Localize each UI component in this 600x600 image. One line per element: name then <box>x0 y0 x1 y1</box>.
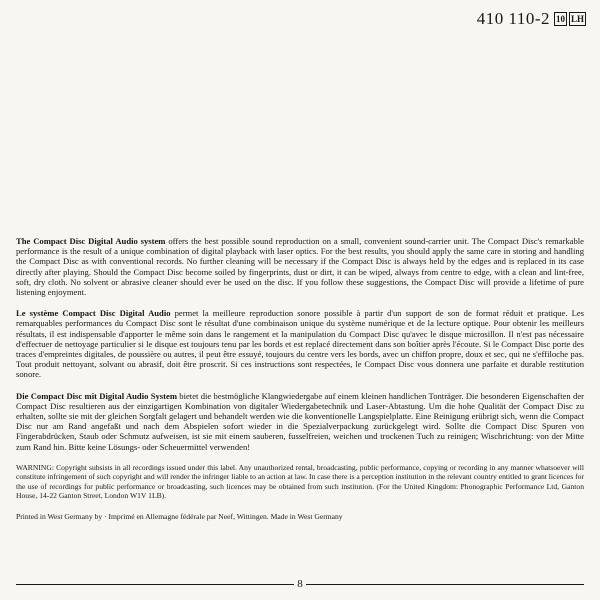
copyright-warning: WARNING: Copyright subsists in all recordings issued under this label. Any unauthorized rental, broadcasting, public performance, copying or recording in any manner whatsoever will constitute infringement of such copyright and will render the infringer liable to an action at law. In case there is a perception institution in the relevant country entitled to grant licences for the use of recordings for public performance or broadcasting, such licences may be obtained from such institution. (For the United Kingdom: Phonographic Performance Ltd, Ganton House, 14-22 Ganton Street, London W1V 1LB). <box>16 462 584 501</box>
catalog-number-header <box>477 9 586 29</box>
printed-in-note: Printed in West Germany by · Imprimé en Allemagne fédérale par Neef, Wittingen. Made in West Germany <box>16 512 343 522</box>
page-footer <box>16 578 584 590</box>
text-content <box>16 236 584 529</box>
paragraph-german-text: bietet die bestmögliche Klangwiedergabe auf einem kleinen handlichen Tonträger. Die besonderen Eigenschaften der Compact Disc resultieren aus der einzigartigen Kombination von digitaler Wiedergabetechnik und Laser-Abtastung. Um die hohe Qualität der Compact Disc zu erhalten, sollte sie mit der gleichen Sorgfalt gelagert und behandelt werden wie die konventionelle Langspielplatte. Eine Reinigung erübrigt sich, wenn die Compact Disc nur am Rand angefaßt und nach dem Abspielen sofort wieder in die Spezialverpackung zurückgelegt wird. Sollte die Compact Disc Spuren von Fingerabdrücken, Staub oder Schmutz aufweisen, ist sie mit einem sauberen, fusselfreien, weichen und trockenen Tuch zu reinigen; Wischrichtung: von der Mitte zum Rand hin. Bitte keine Lösungs- oder Scheuermittel verwenden! <box>16 390 584 452</box>
paragraph-english <box>16 236 584 297</box>
paragraph-german-lead: Die Compact Disc mit Digital Audio System <box>16 390 177 401</box>
catalog-box-code: 10 <box>555 14 565 24</box>
paragraph-french-lead: Le système Compact Disc Digital Audio <box>16 308 171 319</box>
paragraph-english-lead: The Compact Disc Digital Audio system <box>16 236 166 246</box>
footer-rule-left <box>16 584 294 585</box>
page-number: 8 <box>297 578 303 590</box>
paragraph-english-text: offers the best possible sound reproduction on a small, convenient sound-carrier unit. The Compact Disc's remarkable performance is the result of a unique combination of digital playback with laser optics. For the best results, you should apply the same care in storing and handling the Compact Disc as with conventional records. No further cleaning will be necessary if the Compact Disc is always held by the edges and is replaced in its case directly after playing. Should the Compact Disc become soiled by fingerprints, dust or dirt, it can be wiped, always from centre to edge, with a clean and lint-free, soft, dry cloth. No solvent or abrasive cleaner should ever be used on the disc. If you follow these suggestions, the Compact Disc will provide a lifetime of pure listening enjoyment. <box>16 236 584 298</box>
catalog-number: 410 110-2 <box>476 9 550 28</box>
paragraph-french-text: permet la meilleure reproduction sonore possible à partir d'un support de son de format réduit et pratique. Les remarquables performances du Compact Disc sont le résultat d'une combinaison unique du système numérique et de la lecture optique. Pour obtenir les meilleurs résultats, il est indispensable d'apporter le même soin dans le rangement et la manipulation du Compact Disc qu'avec le disque microsillon. Il n'est pas nécessaire d'effectuer de nettoyage particulier si le disque est toujours tenu par les bords et est replacé directement dans son boîtier après l'écoute. Si le Compact Disc porte des traces d'empreintes digitales, de poussière ou autres, il peut être essuyé, toujours du centre vers les bords, avec un chiffon propre, doux et sec, qui ne s'effiloche pas. Tout produit nettoyant, solvant ou abrasif, doit être proscrit. Si ces instructions sont respectées, le Compact Disc vous donnera une parfaite et durable restitution sonore. <box>16 308 585 380</box>
paragraph-french <box>16 308 584 379</box>
footer-rule-right <box>306 584 584 585</box>
catalog-box-letters: LH <box>570 14 584 24</box>
paragraph-german <box>16 391 584 452</box>
